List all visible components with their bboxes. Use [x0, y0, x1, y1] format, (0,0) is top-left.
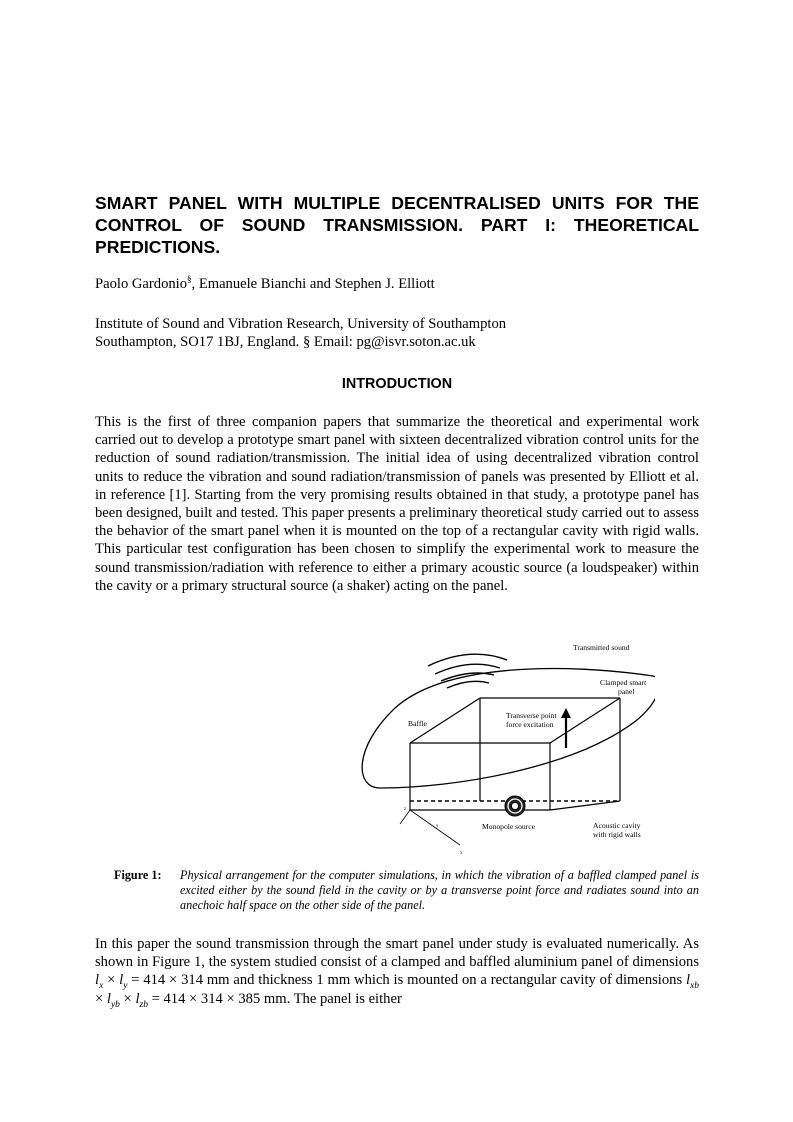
axis-y: [400, 810, 410, 824]
paragraph-text: In this paper the sound transmission through the smart panel under study is evaluated numerically. As shown in Figure 1, the system studied consist of a clamped and baffled aluminium panel of dimensions: [95, 936, 699, 971]
sound-wave-arc-3: [441, 673, 494, 681]
math-symbol: l: [119, 972, 124, 989]
sound-wave-arc-4: [447, 681, 489, 688]
label-clamped-panel-2: panel: [618, 687, 635, 696]
caption-text: Physical arrangement for the computer simulations, in which the vibration of a baffled clamped panel is excited either by the sound field in the cavity or by a transverse point force and radiates sound into an anechoic half space on the other side of the panel.: [180, 868, 699, 913]
first-author: Paolo Gardonio: [95, 276, 188, 292]
label-axis-x: x: [460, 851, 463, 856]
math-operator: ×: [103, 972, 120, 989]
math-subscript: yb: [110, 999, 120, 1010]
math-symbol: l: [106, 990, 111, 1007]
affiliation-line-2: Southampton, SO17 1BJ, England. § Email: pg@isvr.soton.ac.uk: [95, 334, 476, 350]
cavity-edge: [550, 801, 620, 810]
label-baffle: Baffle: [408, 719, 427, 728]
math-subscript: zb: [139, 999, 148, 1010]
paragraph-text: = 414 × 314 × 385 mm. The panel is either: [147, 990, 402, 1007]
caption-label: Figure 1:: [114, 868, 162, 882]
cavity-edge: [550, 698, 620, 743]
paragraph-text: = 414 × 314 mm and thickness 1 mm which is mounted on a rectangular cavity of dimensions: [127, 972, 686, 989]
section-heading-introduction: INTRODUCTION: [341, 376, 453, 392]
math-operator: ×: [95, 990, 107, 1007]
label-monopole-source: Monopole source: [482, 822, 535, 831]
math-symbol: l: [135, 990, 140, 1007]
label-force-2: force excitation: [506, 720, 554, 729]
figure-1-svg: [275, 638, 655, 860]
label-axis-y: y: [436, 824, 439, 829]
other-authors: , Emanuele Bianchi and Stephen J. Elliott: [191, 276, 435, 292]
axis-x: [410, 810, 460, 845]
label-force-1: Transverse point: [506, 711, 557, 720]
math-operator: ×: [119, 990, 136, 1007]
label-cavity-2: with rigid walls: [593, 830, 641, 839]
label-transmitted-sound: Transmitted sound: [573, 643, 630, 652]
label-axis-z: z: [404, 807, 407, 812]
label-clamped-panel-1: Clamped smart: [600, 678, 647, 687]
math-subscript: xb: [690, 981, 699, 992]
intro-paragraph: This is the first of three companion papers that summarize the theoretical and experimental work carried out to develop a prototype smart panel with sixteen decentralized vibration control units for the reduction of sound radiation/transmission. The initial idea of using decentralized vibration control units to reduce the vibration and sound radiation/transmission of panels was presented by Elliott et al. in reference [1]. Starting from the very promising results obtained in that study, a prototype panel has been designed, built and tested. This paper presents a preliminary theoretical study carried out to assess the behavior of the smart panel when it is mounted on the top of a rectangular cavity with rigid walls. This particular test configuration has been chosen to simplify the experimental work to measure the sound transmission/radiation with reference to either a primary acoustic source (a loudspeaker) within the cavity or a primary structural source (a shaker) acting on the panel.: [95, 414, 699, 594]
affiliation-line-1: Institute of Sound and Vibration Research, University of Southampton: [95, 316, 507, 332]
affiliation: [95, 315, 506, 351]
corresponding-author-mark: §: [187, 274, 192, 285]
force-arrow-head: [561, 708, 571, 718]
author-list: [95, 275, 435, 293]
math-subscript: x: [99, 981, 104, 992]
paper-title: SMART PANEL WITH MULTIPLE DECENTRALISED UNITS FOR THE CONTROL OF SOUND TRANSMISSION. PART I: THEORETICAL PREDICTIONS.: [95, 193, 699, 257]
figure-1-diagram: [275, 638, 655, 860]
label-cavity-1: Acoustic cavity: [593, 821, 641, 830]
math-subscript: y: [123, 981, 128, 992]
math-symbol: l: [95, 972, 100, 989]
monopole-core: [512, 803, 519, 810]
math-symbol: l: [685, 972, 691, 989]
second-paragraph: [95, 935, 699, 1008]
